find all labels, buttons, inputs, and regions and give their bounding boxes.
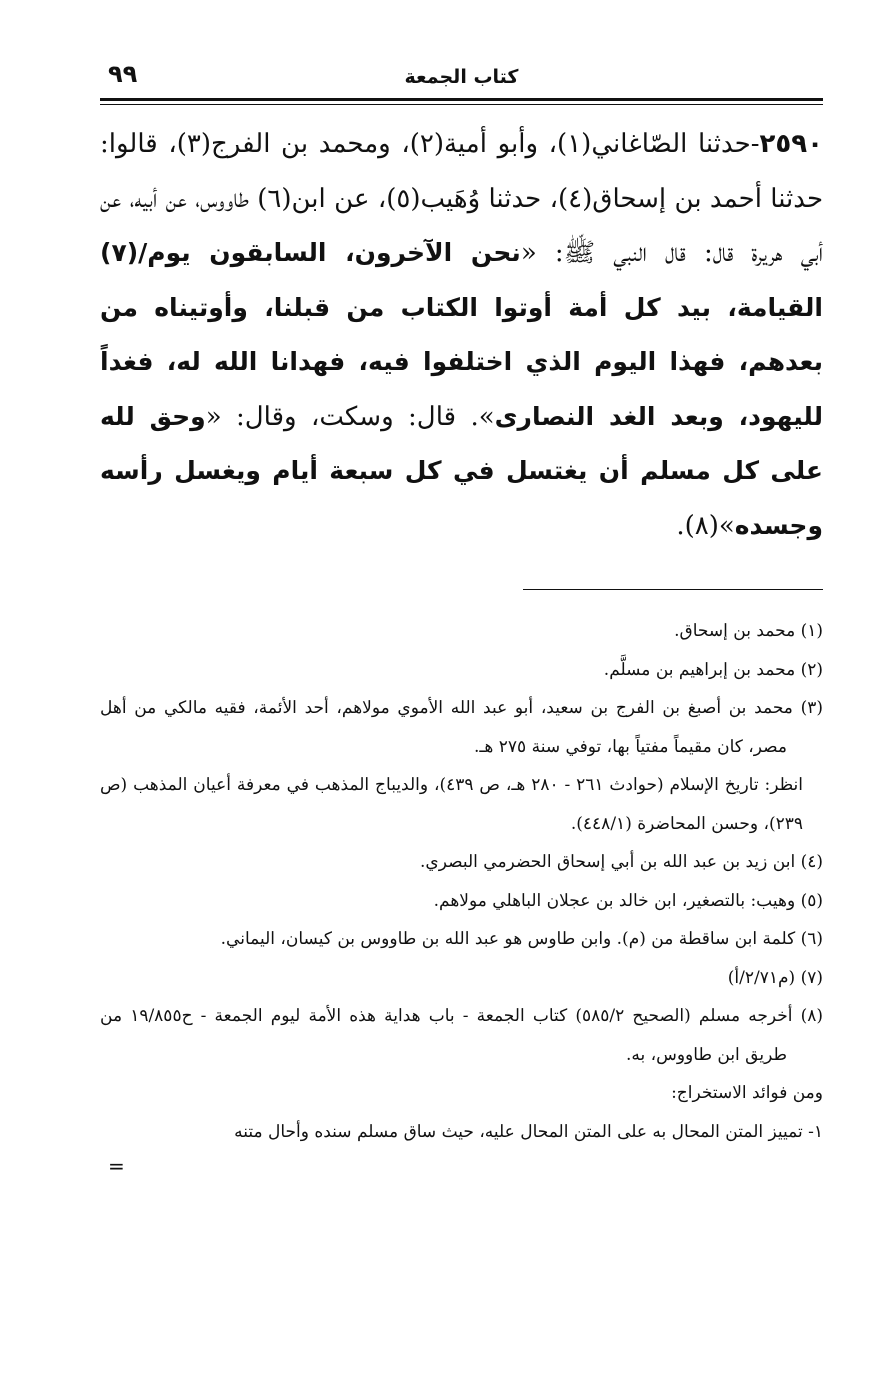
hadith-matn-1: نحن الآخرون، السابقون يوم/(٧) القيامة، بيد كل أمة أوتوا الكتاب من قبلنا، وأوتيناه من بعدهم، فهذا اليوم الذي اختلفوا فيه، فهدانا الله له، فغداً لليهود، وبعد الغد النصارى: [100, 238, 823, 431]
running-title: كتاب الجمعة: [404, 66, 519, 88]
footnote-3-sources: انظر: تاريخ الإسلام (حوادث ٢٦١ - ٢٨٠ هـ، ص ٤٣٩)، والديباج المذهب في معرفة أعيان المذهب (ص ٢٣٩)، وحسن المحاضرة (٤٤٨/١).: [100, 775, 803, 834]
footnote-8-benefit-1: ١- تمييز المتن المحال به على المتن المحال عليه، حيث ساق مسلم سنده وأحال متنه: [234, 1121, 823, 1142]
footnote-4: (٤) ابن زيد بن عبد الله بن أبي إسحاق الحضرمي البصري.: [420, 852, 823, 872]
hadith-narration-mid: ». قال: وسكت، وقال: «: [205, 401, 495, 432]
hadith-chain: -حدثنا الصّاغاني(١)، وأبو أمية(٢)، ومحمد بن الفرج(٣)، قالوا: حدثنا أحمد بن إسحاق(٤)، حدثنا وُهَيب(٥)، عن ابن(٦) طاووس، عن أبيه، عن أبي هريرة قال: قال النبي ﷺ: «: [100, 129, 824, 268]
footnote-7: (٧) (م٢/٧١/أ): [727, 967, 823, 988]
footnote-2: (٢) محمد بن إبراهيم بن مسلَّم.: [603, 659, 823, 680]
footnotes: [100, 612, 823, 1181]
footnote-separator: [523, 589, 823, 590]
book-page: [100, 60, 823, 1350]
header-rule-thin: [100, 104, 823, 105]
hadith-matn-2: وحق لله على كل مسلم أن يغتسل في كل سبعة أيام ويغسل رأسه وجسده: [100, 401, 823, 540]
continuation-mark: =: [108, 1154, 125, 1178]
hadith-number: ٢٥٩٠: [759, 129, 823, 159]
footnote-1: (١) محمد بن إسحاق.: [674, 621, 823, 641]
footnote-6: (٦) كلمة ابن ساقطة من (م). وابن طاوس هو عبد الله بن طاووس بن كيسان، اليماني.: [220, 929, 823, 949]
header-rule-thick: [100, 98, 823, 101]
hadith-end: »(٨).: [676, 510, 735, 541]
page-header: [100, 60, 823, 96]
page-number: ٩٩: [108, 60, 138, 88]
hadith-text: [100, 117, 823, 553]
footnote-8: (٨) أخرجه مسلم (الصحيح ٥٨٥/٢) كتاب الجمعة - باب هداية هذه الأمة ليوم الجمعة - ح١٩/٨٥٥ من طريق ابن طاووس، به.: [100, 1006, 824, 1065]
footnote-8-benefits-heading: ومن فوائد الاستخراج:: [671, 1083, 823, 1103]
footnote-3: (٣) محمد بن أصبغ بن الفرج بن سعيد، أبو عبد الله الأموي مولاهم، أحد الأئمة، فقيه مالكي من أهل مصر، كان مقيماً مفتياً بها، توفي سنة ٢٧٥ هـ.: [100, 698, 823, 757]
footnote-5: (٥) وهيب: بالتصغير، ابن خالد بن عجلان الباهلي مولاهم.: [433, 890, 823, 911]
